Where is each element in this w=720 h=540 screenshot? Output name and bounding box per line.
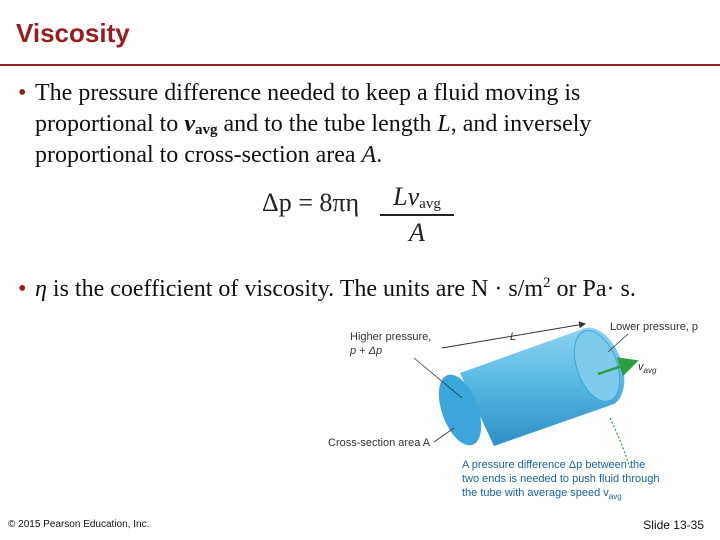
velocity-sub: avg <box>643 366 657 375</box>
bullet-1-seg-0: The pressure difference needed to keep a fluid moving is proportional to <box>35 80 581 137</box>
length-label: L <box>510 331 517 343</box>
slide-number: Slide 13-35 <box>643 518 704 532</box>
bullet-1-seg-1: v <box>184 111 195 137</box>
title-rule <box>0 64 720 66</box>
velocity-symbol: v <box>638 361 644 373</box>
bullet-1-seg-5: , and inversely proportional to cross-section area <box>35 111 592 168</box>
formula-fraction <box>380 182 454 248</box>
bullet-1-seg-2: avg <box>194 122 218 138</box>
formula-denominator-text: A <box>409 218 425 247</box>
formula-denominator <box>380 218 454 248</box>
formula-numerator-text: Lv <box>393 182 420 211</box>
bullet-marker: • <box>18 80 27 106</box>
formula-lhs: Δp = 8πη <box>262 188 360 217</box>
bullet-1 <box>18 78 698 171</box>
figure-caption-line-1: A pressure difference Δp between the <box>462 459 646 471</box>
formula-numerator <box>380 182 454 212</box>
higher-pressure-label: Higher pressure, <box>350 331 432 343</box>
bullet-2 <box>18 274 698 305</box>
bullet-1-seg-4: L <box>437 111 451 137</box>
cross-section-label: Cross-section area A <box>328 437 431 449</box>
velocity-label <box>638 361 657 375</box>
bullet-2-seg-1: is the coefficient of viscosity. The units are N · s/m <box>46 276 544 302</box>
caption-line-3-sub: avg <box>608 492 622 501</box>
bullet-2-seg-3: or Pa· s. <box>550 276 636 302</box>
bullet-1-seg-7: . <box>376 142 383 168</box>
figure-caption-line-2: two ends is needed to push fluid through <box>462 473 660 485</box>
higher-pressure-symbol: p + Δp <box>350 345 383 357</box>
viscosity-formula <box>262 182 441 247</box>
slide-title: Viscosity <box>16 18 130 48</box>
formula-numerator-sub: avg <box>419 196 441 212</box>
caption-line-3-text: the tube with average speed v <box>462 487 609 499</box>
bullet-marker: • <box>18 276 27 302</box>
copyright-footer: © 2015 Pearson Education, Inc. <box>8 519 150 530</box>
bullet-2-text <box>35 274 698 305</box>
bullet-2-seg-0: η <box>35 276 47 302</box>
formula-fraction-bar <box>380 214 454 216</box>
figure-caption-line-3 <box>462 487 622 501</box>
bullet-1-seg-6: A <box>361 142 377 168</box>
tube-flow-figure <box>322 318 712 510</box>
lower-pressure-label: Lower pressure, p <box>610 321 699 333</box>
bullet-1-text <box>35 78 698 171</box>
bullet-2-seg-2: 2 <box>543 275 551 291</box>
bullet-1-seg-3: and to the tube length <box>217 111 438 137</box>
cross-section-leader <box>434 428 454 442</box>
